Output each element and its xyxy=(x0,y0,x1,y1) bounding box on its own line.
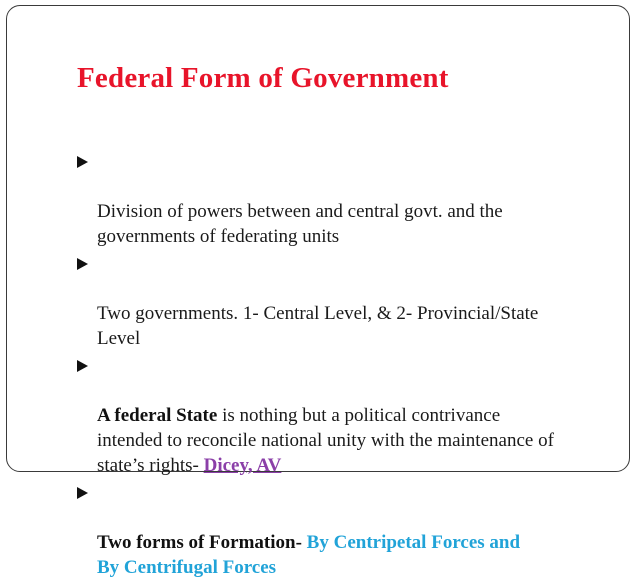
slide-frame xyxy=(6,5,630,578)
bullet-text: Two governments. 1- Central Level, & 2- Provincial/State Level xyxy=(97,303,539,349)
bullet-item xyxy=(77,149,617,249)
slide-title: Federal Form of Government xyxy=(77,62,449,94)
citation-link[interactable]: Dicey, AV xyxy=(203,455,282,476)
triangle-bullet-icon xyxy=(77,487,88,499)
bullet-bold-term: A federal State xyxy=(97,405,218,426)
bullet-item xyxy=(77,480,617,580)
triangle-bullet-icon xyxy=(77,156,88,168)
bullet-bold-term: Two forms of Formation- xyxy=(97,532,307,553)
bullet-text: Division of powers between and central govt. and the governments of federating units xyxy=(97,201,503,247)
triangle-bullet-icon xyxy=(77,258,88,270)
bullet-list xyxy=(77,149,617,582)
bullet-item xyxy=(77,353,617,478)
bullet-highlight-text: By Centripetal Forces and By Centrifugal Forces xyxy=(97,532,521,578)
triangle-bullet-icon xyxy=(77,360,88,372)
bullet-text: is nothing but a political contrivance intended to reconcile national unity with the maintenance of state’s rights- xyxy=(97,405,554,476)
bullet-item xyxy=(77,251,617,351)
